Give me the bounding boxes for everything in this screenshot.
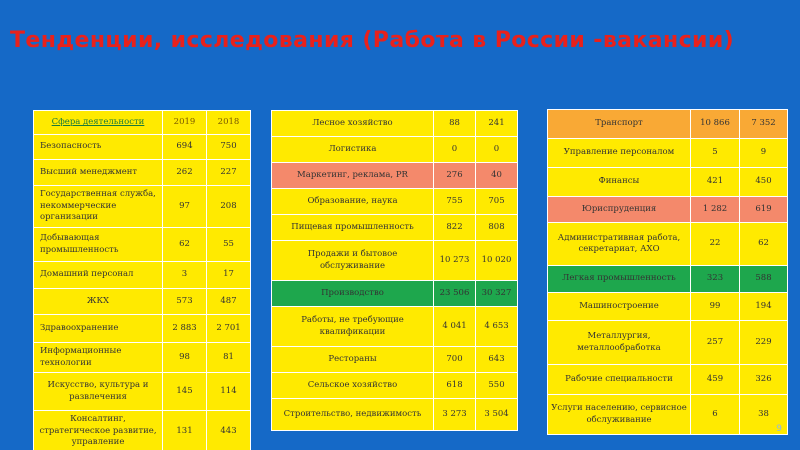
row-value-2019: 618 [434, 373, 476, 399]
table-row [272, 373, 518, 399]
table-row [34, 343, 251, 373]
table-row [272, 347, 518, 373]
row-name: Финансы [548, 168, 691, 197]
row-value-2018: 81 [207, 343, 251, 373]
table-header-row [34, 111, 251, 135]
table-row [272, 399, 518, 431]
row-name: Пищевая промышленность [272, 215, 434, 241]
table-row [34, 411, 251, 450]
row-value-2018: 643 [476, 347, 518, 373]
row-value-2018: 7 352 [740, 110, 788, 139]
row-value-2019: 2 883 [163, 315, 207, 343]
row-value-2018: 750 [207, 135, 251, 160]
row-value-2019: 3 [163, 262, 207, 289]
row-value-2018: 550 [476, 373, 518, 399]
row-name: Образование, наука [272, 189, 434, 215]
row-name: Транспорт [548, 110, 691, 139]
table-row [272, 111, 518, 137]
row-value-2019: 22 [691, 223, 740, 266]
row-name: Работы, не требующие квалификации [272, 307, 434, 347]
table-row [272, 137, 518, 163]
table-row [34, 186, 251, 228]
row-name: Управление персоналом [548, 139, 691, 168]
row-value-2019: 0 [434, 137, 476, 163]
row-value-2019: 257 [691, 321, 740, 365]
row-value-2018: 30 327 [476, 281, 518, 307]
table-row [272, 307, 518, 347]
table-row [272, 189, 518, 215]
table-row [548, 168, 788, 197]
vacancies-table-2 [271, 110, 518, 431]
row-value-2019: 10 273 [434, 241, 476, 281]
row-name: Строительство, недвижимость [272, 399, 434, 431]
row-value-2018: 487 [207, 289, 251, 315]
row-name: Административная работа, секретариат, АХО [548, 223, 691, 266]
row-value-2019: 276 [434, 163, 476, 189]
row-name: Информационные технологии [34, 343, 163, 373]
row-value-2019: 145 [163, 373, 207, 411]
row-value-2018: 38 [740, 395, 788, 435]
row-name: Юриспруденция [548, 197, 691, 223]
row-name: Производство [272, 281, 434, 307]
row-value-2018: 227 [207, 160, 251, 186]
row-value-2018: 443 [207, 411, 251, 450]
row-value-2018: 619 [740, 197, 788, 223]
row-value-2019: 4 041 [434, 307, 476, 347]
row-value-2019: 99 [691, 293, 740, 321]
page-title: Тенденции, исследования (Работа в России -вакансии) [10, 28, 735, 53]
row-name: ЖКХ [34, 289, 163, 315]
row-name: Искусство, культура и развлечения [34, 373, 163, 411]
row-name: Высший менеджмент [34, 160, 163, 186]
table-row [272, 241, 518, 281]
table-row [272, 281, 518, 307]
row-name: Услуги населению, сервисное обслуживание [548, 395, 691, 435]
row-value-2018: 62 [740, 223, 788, 266]
row-name: Машиностроение [548, 293, 691, 321]
row-value-2018: 9 [740, 139, 788, 168]
table-row [34, 160, 251, 186]
table-row [548, 321, 788, 365]
row-value-2019: 97 [163, 186, 207, 228]
row-name: Легкая промышленность [548, 266, 691, 293]
table-row [548, 293, 788, 321]
row-name: Лесное хозяйство [272, 111, 434, 137]
row-value-2018: 705 [476, 189, 518, 215]
row-value-2019: 323 [691, 266, 740, 293]
row-value-2018: 0 [476, 137, 518, 163]
row-value-2019: 755 [434, 189, 476, 215]
row-name: Маркетинг, реклама, PR [272, 163, 434, 189]
row-name: Здравоохранение [34, 315, 163, 343]
row-value-2019: 5 [691, 139, 740, 168]
header-sphere: Сфера деятельности [34, 111, 163, 135]
row-name: Безопасность [34, 135, 163, 160]
table-row [272, 163, 518, 189]
row-value-2018: 588 [740, 266, 788, 293]
row-name: Добывающая промышленность [34, 228, 163, 262]
row-value-2019: 23 506 [434, 281, 476, 307]
row-value-2019: 98 [163, 343, 207, 373]
row-value-2019: 6 [691, 395, 740, 435]
row-value-2019: 262 [163, 160, 207, 186]
table-row [548, 266, 788, 293]
row-value-2019: 459 [691, 365, 740, 395]
row-value-2018: 114 [207, 373, 251, 411]
row-name: Домашний персонал [34, 262, 163, 289]
vacancies-table-3 [547, 109, 788, 435]
row-value-2019: 421 [691, 168, 740, 197]
row-value-2018: 55 [207, 228, 251, 262]
row-name: Металлургия, металлообработка [548, 321, 691, 365]
row-value-2018: 808 [476, 215, 518, 241]
row-value-2019: 10 866 [691, 110, 740, 139]
row-value-2019: 822 [434, 215, 476, 241]
row-value-2019: 694 [163, 135, 207, 160]
row-value-2019: 3 273 [434, 399, 476, 431]
row-value-2018: 4 653 [476, 307, 518, 347]
row-value-2019: 573 [163, 289, 207, 315]
table-row [34, 373, 251, 411]
row-value-2018: 208 [207, 186, 251, 228]
row-value-2018: 40 [476, 163, 518, 189]
table-row [548, 197, 788, 223]
table-row [548, 110, 788, 139]
row-name: Государственная служба, некоммерческие организации [34, 186, 163, 228]
row-value-2019: 1 282 [691, 197, 740, 223]
table-row [548, 139, 788, 168]
row-value-2019: 700 [434, 347, 476, 373]
row-name: Логистика [272, 137, 434, 163]
header-2018: 2018 [207, 111, 251, 135]
table-row [34, 262, 251, 289]
row-value-2018: 17 [207, 262, 251, 289]
row-value-2018: 229 [740, 321, 788, 365]
header-2019: 2019 [163, 111, 207, 135]
row-value-2018: 2 701 [207, 315, 251, 343]
row-value-2018: 241 [476, 111, 518, 137]
row-value-2018: 10 020 [476, 241, 518, 281]
row-name: Рестораны [272, 347, 434, 373]
row-name: Рабочие специальности [548, 365, 691, 395]
page-number: 9 [776, 424, 782, 434]
table-row [34, 228, 251, 262]
row-value-2019: 62 [163, 228, 207, 262]
table-row [34, 315, 251, 343]
row-value-2018: 3 504 [476, 399, 518, 431]
row-value-2018: 194 [740, 293, 788, 321]
table-row [548, 223, 788, 266]
row-value-2019: 88 [434, 111, 476, 137]
table-row [272, 215, 518, 241]
row-value-2019: 131 [163, 411, 207, 450]
row-name: Консалтинг, стратегическое развитие, управление [34, 411, 163, 450]
table-row [548, 395, 788, 435]
table-row [34, 289, 251, 315]
row-name: Сельское хозяйство [272, 373, 434, 399]
row-value-2018: 326 [740, 365, 788, 395]
row-value-2018: 450 [740, 168, 788, 197]
vacancies-table-1 [33, 110, 251, 450]
table-row [34, 135, 251, 160]
row-name: Продажи и бытовое обслуживание [272, 241, 434, 281]
table-row [548, 365, 788, 395]
